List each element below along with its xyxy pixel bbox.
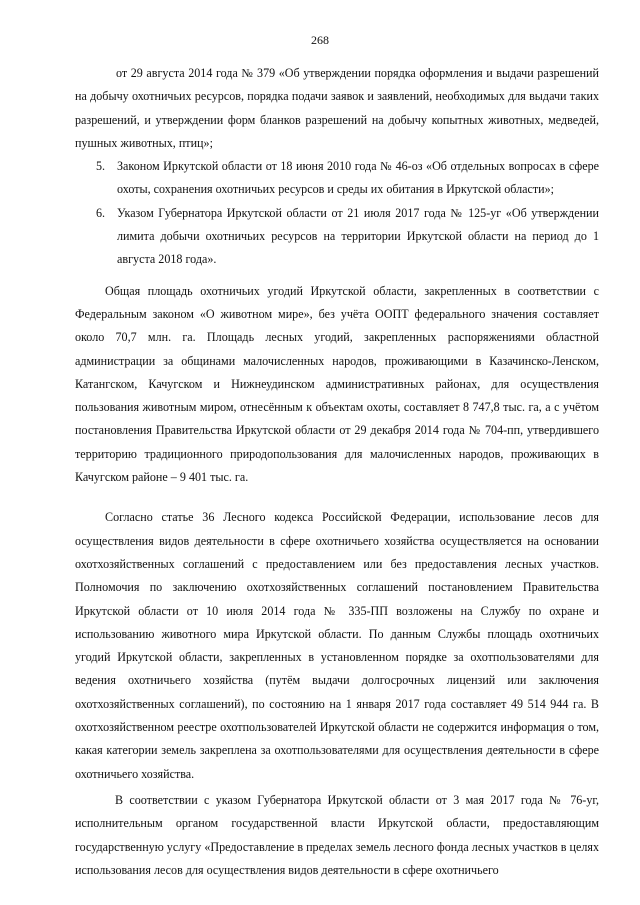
continuation-paragraph: от 29 августа 2014 года № 379 «Об утверждении порядка оформления и выдачи разрешений на добычу охотничьих ресурсов, порядка подачи заявок и заявлений, необходимых для выдачи таких разрешений, и утверждении форм бланков разрешений на добычу копытных животных, медведей, пушных животных, птиц»; (75, 66, 599, 150)
paragraph-hunting-area: Общая площадь охотничьих угодий Иркутской области, закрепленных в соответствии с Федеральным законом «О животном мире», без учёта ООПТ федерального значения составляет около 70,7 млн. га. Площадь лесных угодий, закрепленных распоряжениями областной администрации за общинами малочисленных народов, проживающими в Казачинско-Ленском, Катангском, Качугском и Нижнеудинском административных районах, для осуществления пользования животным миром, отнесённым к объектам охоты, составляет 8 747,8 тыс. га, а с учётом постановления Правительства Иркутской области от 29 декабря 2014 года № 704-пп, утвердившего территорию традиционного природопользования для малочисленных народов, проживающих в Качугском районе – 9 401 тыс. га. (75, 283, 599, 485)
list-item-text: Указом Губернатора Иркутской области от 21 июля 2017 года № 125-уг «Об утверждении лимита добычи охотничьих ресурсов на территории Иркутской области на период до 1 августа 2018 года». (117, 205, 599, 267)
page-number: 268 (311, 33, 329, 47)
list-item-number: 5. (96, 159, 106, 174)
page-content (75, 62, 599, 882)
paragraph-forest-code: Согласно статье 36 Лесного кодекса Российской Федерации, использование лесов для осуществления видов деятельности в сфере охотничьего хозяйства осуществляется на основании охотхозяйственных соглашений с предоставлением или без предоставления лесных участков. Полномочия по заключению охотхозяйственных соглашений постановлением Правительства Иркутской области от 10 июля 2014 года № 335-ПП возложены на Службу по охране и использованию животного мира Иркутской области. По данным Службы площадь охотничьих угодий Иркутской области, закрепленных в установленном порядке за охотпользователями для ведения охотничьего хозяйства (путём выдачи долгосрочных лицензий или заключения охотхозяйственных соглашений), по состоянию на 1 января 2017 года составляет 49 514 944 га. В охотхозяйственном реестре охотпользователей Иркутской области не содержится информация о том, какая категории земель закреплена за охотпользователями для осуществления деятельности в сфере охотничьего хозяйства. (75, 510, 599, 781)
list-item-text: Законом Иркутской области от 18 июня 2010 года № 46-оз «Об отдельных вопросах в сфере охоты, сохранения охотничьих ресурсов и среды их обитания в Иркутской области»; (117, 159, 599, 197)
list-item-number: 6. (96, 205, 106, 220)
list-item (75, 155, 599, 202)
paragraph-decree: В соответствии с указом Губернатора Иркутской области от 3 мая 2017 года № 76-уг, исполнительным органом государственной власти Иркутской области, предоставляющим государственную услугу «Предоставление в пределах земель лесного фонда лесных участков в целях использования лесов для осуществления видов деятельности в сфере охотничьего (75, 792, 599, 877)
list-item (75, 202, 599, 272)
